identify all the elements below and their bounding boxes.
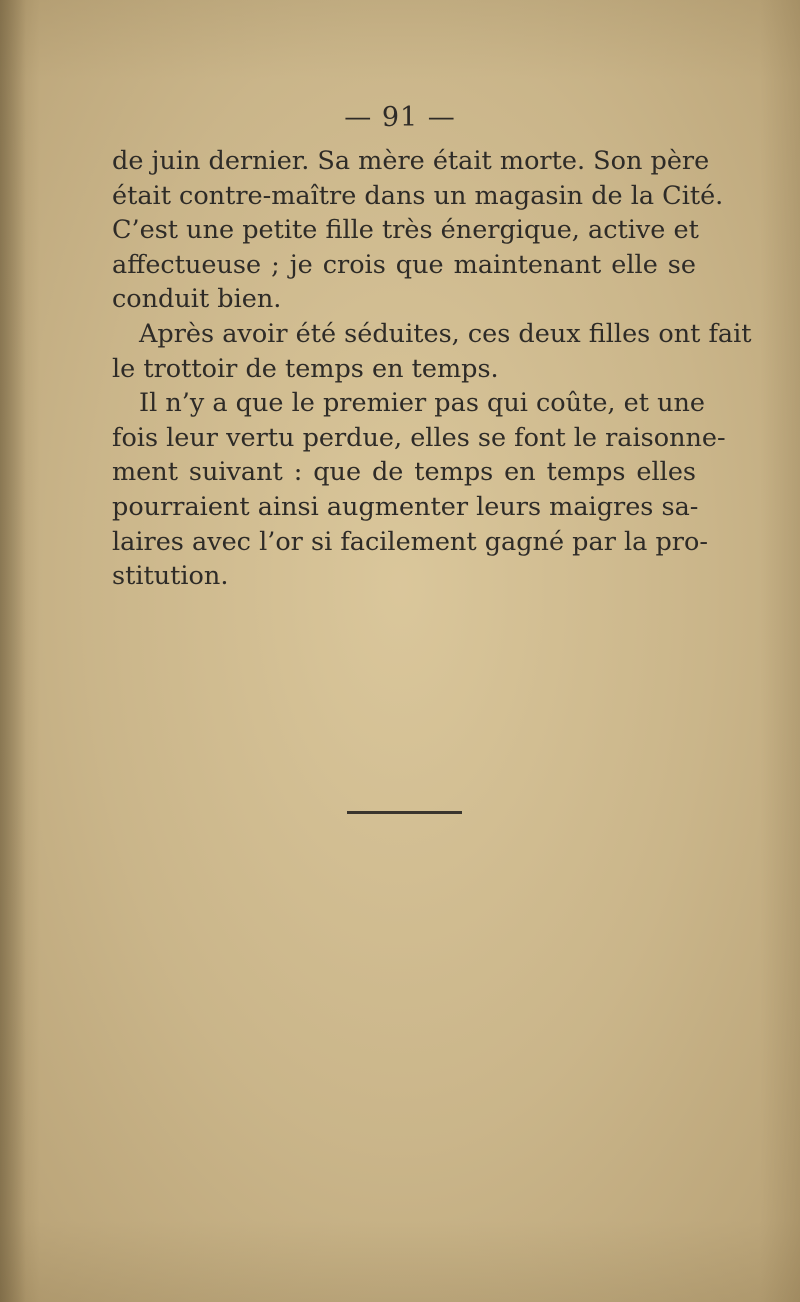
paragraph-1 (112, 144, 724, 317)
text-line: était contre-maître dans un magasin de la Cité. (112, 180, 724, 211)
text-line: fois leur vertu perdue, elles se font le raisonne- (112, 422, 726, 453)
text-line: C’est une petite fille très énergique, active et (112, 215, 699, 246)
text-line: pourraient ainsi augmenter leurs maigres sa- (112, 491, 699, 522)
paragraph-3 (112, 386, 726, 594)
text-line: Il n’y a que le premier pas qui coûte, et une (139, 388, 706, 419)
text-line: Après avoir été séduites, ces deux filles ont fait (139, 318, 752, 349)
section-end-rule (347, 811, 462, 814)
text-line: stitution. (112, 561, 229, 592)
text-line: le trottoir de temps en temps. (112, 353, 499, 384)
page-edge-shadow (0, 0, 26, 1302)
paragraph-2 (112, 317, 752, 386)
text-line: ment suivant : que de temps en temps elles (112, 457, 696, 488)
page-number: — 91 — (344, 102, 456, 133)
text-line: conduit bien. (112, 284, 282, 315)
body-text (112, 144, 752, 594)
text-line: affectueuse ; je crois que maintenant elle se (112, 249, 696, 280)
text-line: laires avec l’or si facilement gagné par la pro- (112, 526, 708, 557)
text-line: de juin dernier. Sa mère était morte. Son père (112, 146, 710, 176)
